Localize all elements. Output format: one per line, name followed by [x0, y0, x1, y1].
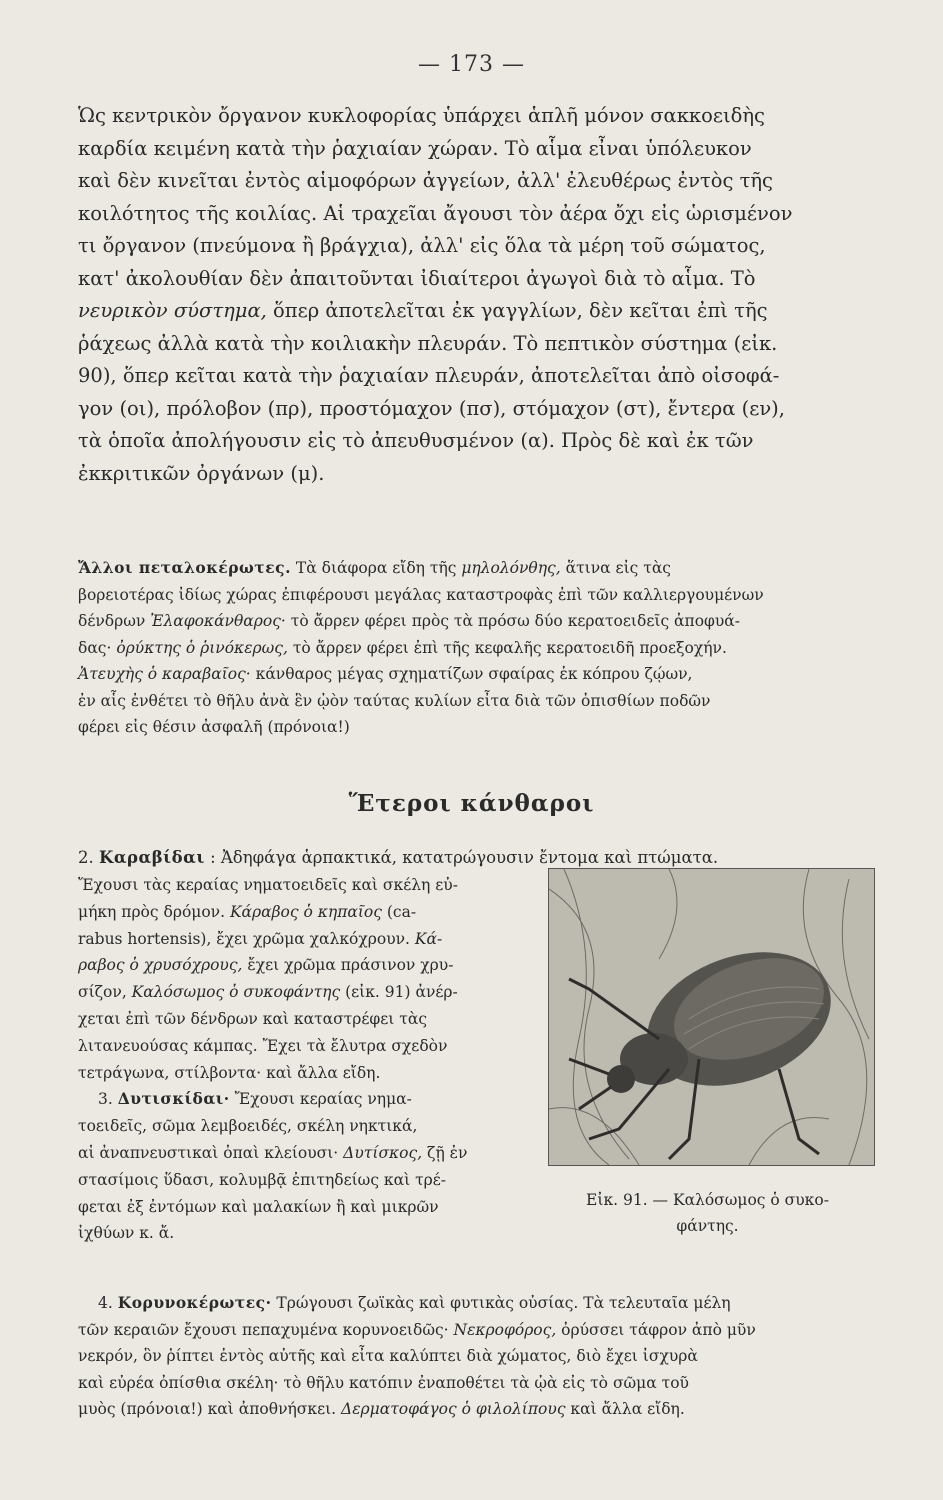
italic-term: Ἐλαφοκάνθαρος· — [150, 612, 286, 630]
text-line: χεται ἐπὶ τῶν δένδρων καὶ καταστρέφει τὰς — [78, 1009, 428, 1028]
text-span: κάνθαρος μέγας σχηματίζων σφαίρας ἐκ κόπρου ζῴων, — [250, 665, 693, 683]
text-span: (ca- — [381, 902, 417, 921]
figure-caption — [535, 1187, 880, 1239]
text-line — [78, 555, 878, 582]
text-span: καὶ ἄλλα εἴδη. — [565, 1400, 685, 1418]
text-line: 90), ὅπερ κεῖται κατὰ τὴν ῥαχιαίαν πλευράν, ἀποτελεῖται ἀπὸ οἰσοφά- — [78, 364, 780, 387]
paragraph-other-scarabs — [78, 555, 878, 741]
italic-term: μηλολόνθης, — [461, 559, 561, 577]
text-line: λιτανευούσας κάμπας. Ἔχει τὰ ἔλυτρα σχεδὸν — [78, 1036, 448, 1055]
text-line: τι ὄργανον (πνεύμονα ἢ βράγχια), ἀλλ' εἰς ὅλα τὰ μέρη τοῦ σώματος, — [78, 234, 766, 257]
text-line: κοιλότητος τῆς κοιλίας. Αἱ τραχεῖαι ἄγουσι τὸν ἀέρα ὄχι εἰς ὡρισμένον — [78, 201, 793, 225]
paragraph-anatomy — [78, 100, 878, 490]
italic-term: Κάραβος ὁ κηπαῖος — [229, 902, 382, 921]
text-line: ἐκκριτικῶν ὀργάνων (μ). — [78, 461, 325, 485]
text-span: ἅτινα εἰς τὰς — [560, 559, 671, 577]
text-line: τετράγωνα, στίλβοντα· καὶ ἄλλα εἴδη. — [78, 1063, 381, 1082]
text-line: γον (οι), πρόλοβον (πρ), προστόμαχον (πσ), στόμαχον (στ), ἔντερα (εν), — [78, 396, 785, 420]
italic-term: Καλόσωμος ὁ συκοφάντης — [131, 983, 341, 1002]
item-number: 4. — [98, 1294, 118, 1312]
text-line: βορειοτέρας ἰδίως χώρας ἐπιφέρουσι μεγάλας καταστροφὰς ἐπὶ τῶν καλλιεργουμένων — [78, 585, 764, 604]
italic-term: Δερματοφάγος ὁ φιλολίπους — [341, 1400, 566, 1418]
beetle-illustration — [548, 868, 875, 1166]
text-line: φεται ἐξ ἐντόμων καὶ μαλακίων ἢ καὶ μικρῶν — [78, 1197, 439, 1216]
text-span: : Ἀδηφάγα ἁρπακτικά, κατατρώγουσιν ἔντομα καὶ πτώματα. — [204, 848, 719, 867]
text-line — [78, 979, 518, 1006]
text-span: δας· — [78, 638, 117, 657]
text-line: ἐν αἷς ἐνθέτει τὸ θῆλυ ἀνὰ ἓν ᾠὸν ταύτας κυλίων εἶτα διὰ τῶν ὀπισθίων ποδῶν — [78, 691, 711, 710]
text-span: Ἔχουσι κεραίας νημα- — [229, 1090, 412, 1109]
text-line: στασίμοις ὕδασι, κολυμβᾷ ἐπιτηδείως καὶ τρέ- — [78, 1170, 447, 1189]
item-number: 2. — [78, 848, 99, 867]
text-span: ἔχει χρῶμα πράσινον χρυ- — [242, 956, 454, 975]
item-4-paragraph — [78, 1290, 878, 1423]
text-line: νεκρόν, ὃν ῥίπτει ἐντὸς αὐτῆς καὶ εἶτα καλύπτει διὰ χώματος, διὸ ἔχει ἰσχυρὰ — [78, 1347, 698, 1365]
italic-term: Κά- — [414, 929, 443, 948]
text-line — [78, 295, 878, 328]
text-span: τὸ ἄρρεν φέρει πρὸς τὰ πρόσω δύο κερατοειδεῖς ἀποφυά- — [285, 612, 741, 630]
paragraph-heading: Ἄλλοι πεταλοκέρωτες. — [78, 558, 291, 577]
text-line: καὶ εὐρέα ὀπίσθια σκέλη· τὸ θῆλυ κατόπιν ἐναποθέτει τὰ ᾠὰ εἰς τὸ σῶμα τοῦ — [78, 1373, 689, 1392]
item-number: 3. — [98, 1090, 118, 1109]
text-span: Τρώγουσι ζωϊκὰς καὶ φυτικὰς οὐσίας. Τὰ τελευταῖα μέλη — [271, 1294, 731, 1312]
italic-term: νευρικὸν σύστημα, — [78, 299, 267, 322]
text-line — [78, 1290, 878, 1317]
item-heading: Καραβίδαι — [99, 848, 205, 867]
text-line — [78, 899, 518, 926]
text-line: ἰχθύων κ. ἄ. — [78, 1224, 175, 1243]
text-span: τῶν κεραιῶν ἔχουσι πεπαχυμένα κορυνοειδῶς· — [78, 1320, 454, 1339]
text-line — [78, 1396, 878, 1423]
section-heading: Ἕτεροι κάνθαροι — [348, 790, 595, 817]
text-line — [78, 1317, 878, 1344]
text-line — [78, 661, 878, 688]
text-span: αἱ ἀναπνευστικαὶ ὀπαὶ κλείουσι· — [78, 1143, 344, 1162]
text-line: Ὡς κεντρικὸν ὄργανον κυκλοφορίας ὑπάρχει ἁπλῆ μόνον σακκοειδὴς — [78, 104, 765, 127]
text-span: δένδρων — [78, 612, 151, 630]
text-span: τὸ ἄρρεν φέρει ἐπὶ τῆς κεφαλῆς κερατοειδῆ προεξοχήν. — [287, 638, 727, 657]
text-span: μυὸς (πρόνοια!) καὶ ἀποθνήσκει. — [78, 1400, 342, 1418]
text-line: καρδία κειμένη κατὰ τὴν ῥαχιαίαν χώραν. Τὸ αἷμα εἶναι ὑπόλευκον — [78, 136, 752, 160]
italic-term: ραβος ὁ χρυσόχρους, — [78, 956, 243, 975]
text-line: φέρει εἰς θέσιν ἀσφαλῆ (πρόνοια!) — [78, 718, 350, 736]
italic-term: Ἀτευχὴς ὁ καραβαῖος· — [78, 665, 251, 683]
text-line: καὶ δὲν κινεῖται ἐντὸς αἱμοφόρων ἀγγείων, ἀλλ' ἐλευθέρως ἐντὸς τῆς — [78, 169, 773, 192]
text-line — [78, 926, 518, 953]
text-span: ὅπερ ἀποτελεῖται ἐκ γαγγλίων, δὲν κεῖται ἐπὶ τῆς — [266, 299, 768, 322]
left-column-text — [78, 872, 518, 1247]
text-line — [78, 952, 518, 979]
text-span: σίζον, — [78, 983, 132, 1002]
text-line — [78, 1086, 518, 1113]
text-span: Τὰ διάφορα εἴδη τῆς — [290, 559, 462, 577]
text-line — [78, 635, 878, 662]
italic-term: Νεκροφόρος, — [453, 1320, 557, 1339]
text-span: rabus hortensis), ἔχει χρῶμα χαλκόχρουν. — [78, 929, 415, 948]
text-line — [78, 1140, 518, 1167]
text-line: Ἔχουσι τὰς κεραίας νηματοειδεῖς καὶ σκέλη εὐ- — [78, 876, 458, 894]
caption-line: Εἰκ. 91. — Καλόσωμος ὁ συκο- — [586, 1191, 829, 1209]
text-span: μήκη πρὸς δρόμον. — [78, 902, 230, 921]
beetle-engraving-icon — [549, 869, 874, 1165]
item-heading: Δυτισκίδαι· — [117, 1089, 230, 1109]
page-number: — 173 — — [418, 52, 525, 77]
text-line: τὰ ὁποῖα ἀπολήγουσιν εἰς τὸ ἀπευθυσμένον (α). Πρὸς δὲ καὶ ἐκ τῶν — [78, 429, 754, 452]
caption-line: φάντης. — [676, 1217, 739, 1235]
text-span: ὀρύσσει τάφρον ἀπὸ μῦν — [556, 1320, 756, 1339]
text-line: ῥάχεως ἀλλὰ κατὰ τὴν κοιλιακὴν πλευράν. Τὸ πεπτικὸν σύστημα (εἰκ. — [78, 331, 778, 355]
item-heading: Κορυνοκέρωτες· — [117, 1293, 272, 1312]
text-line: τοειδεῖς, σῶμα λεμβοειδές, σκέλη νηκτικά, — [78, 1117, 418, 1136]
italic-term: Δυτίσκος, — [343, 1143, 423, 1162]
text-line — [78, 608, 878, 635]
italic-term: ὀρύκτης ὁ ῥινόκερως, — [116, 638, 288, 657]
text-span: ζῇ ἐν — [422, 1143, 468, 1162]
text-line: κατ' ἀκολουθίαν δὲν ἀπαιτοῦνται ἰδιαίτεροι ἀγωγοὶ διὰ τὸ αἷμα. Τὸ — [78, 266, 756, 290]
text-span: (εἰκ. 91) ἀνέρ- — [340, 983, 458, 1002]
